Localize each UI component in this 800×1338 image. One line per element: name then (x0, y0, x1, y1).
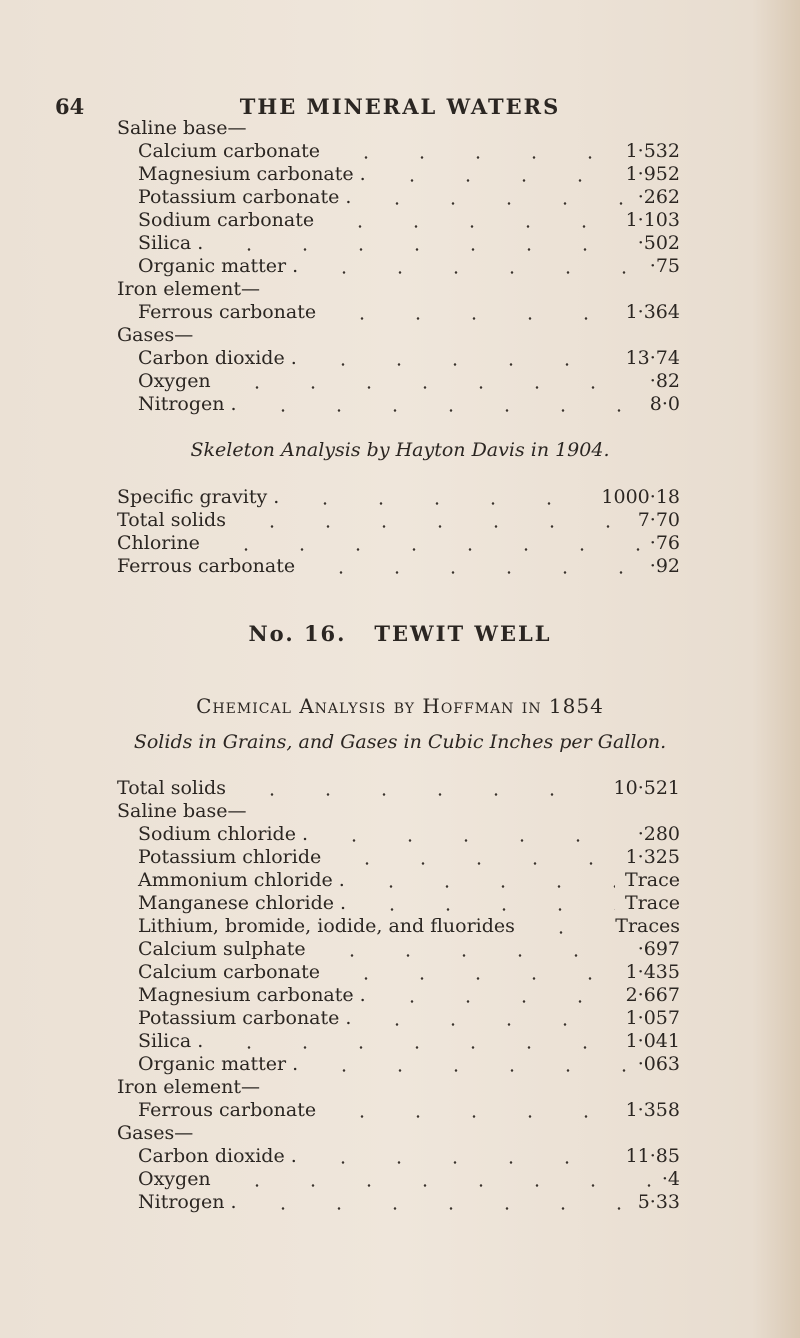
row-label: Sodium carbonate (138, 209, 315, 231)
row-label: Potassium carbonate . (138, 1007, 352, 1029)
table-row (0, 1122, 800, 1145)
row-value: 10·521 (613, 777, 680, 799)
table-row (0, 555, 800, 578)
row-label: Calcium sulphate (138, 938, 306, 960)
row-value: 1·435 (625, 961, 680, 983)
row-label: Specific gravity . (117, 486, 280, 508)
row-label: Oxygen (138, 370, 211, 392)
row-label: Carbon dioxide . (138, 1145, 297, 1167)
well-heading: No. 16. TEWIT WELL (248, 621, 552, 646)
dot-leader (316, 255, 640, 278)
dot-leader (384, 163, 616, 186)
table-row (0, 1168, 800, 1191)
table-row (0, 324, 800, 347)
table-row (0, 961, 800, 984)
row-label: Iron element— (117, 278, 261, 300)
row-label: Carbon dioxide . (138, 347, 297, 369)
skeleton-analysis-heading: Skeleton Analysis by Hayton Davis in 1904. (190, 439, 610, 461)
row-value: 5·33 (637, 1191, 680, 1213)
row-label: Gases— (117, 324, 194, 346)
dot-leader (324, 938, 628, 961)
dot-leader (369, 1007, 616, 1030)
dot-leader (255, 393, 640, 416)
dot-leader (338, 961, 616, 984)
units-heading: Solids in Grains, and Gases in Cubic Inches per Gallon. (133, 731, 667, 753)
dot-leader (363, 869, 615, 892)
dot-leader (313, 555, 640, 578)
row-value: 7·70 (637, 509, 680, 531)
row-value: 2·667 (625, 984, 680, 1006)
table-row (0, 509, 800, 532)
table-row (0, 393, 800, 416)
dot-leader (218, 532, 640, 555)
row-value: 1·057 (625, 1007, 680, 1029)
table-row (0, 984, 800, 1007)
row-label: Saline base— (117, 800, 247, 822)
row-label: Organic matter . (138, 255, 299, 277)
row-label: Iron element— (117, 1076, 261, 1098)
table-row (0, 186, 800, 209)
dot-leader (221, 232, 628, 255)
table-row (0, 1099, 800, 1122)
dot-leader (364, 892, 615, 915)
row-value: 8·0 (649, 393, 680, 415)
row-label: Oxygen (138, 1168, 211, 1190)
table-row (0, 278, 800, 301)
dot-leader (369, 186, 628, 209)
table-row (0, 915, 800, 938)
dot-leader (334, 301, 616, 324)
row-value: 1·532 (625, 140, 680, 162)
dot-leader (315, 1145, 616, 1168)
row-value: 1·364 (625, 301, 680, 323)
dot-leader (332, 209, 616, 232)
row-label: Gases— (117, 1122, 194, 1144)
table-row (0, 1076, 800, 1099)
row-label: Nitrogen . (138, 1191, 237, 1213)
row-label: Ammonium chloride . (138, 869, 345, 891)
row-label: Total solids (117, 777, 226, 799)
row-label: Silica . (138, 1030, 204, 1052)
row-value: 1·358 (625, 1099, 680, 1121)
table-row (0, 823, 800, 846)
row-value: ·697 (637, 938, 680, 960)
dot-leader (244, 777, 604, 800)
dot-leader (334, 1099, 616, 1122)
table-row (0, 1030, 800, 1053)
row-label: Chlorine (117, 532, 200, 554)
row-value: ·280 (637, 823, 680, 845)
row-label: Magnesium carbonate . (138, 984, 366, 1006)
chemical-analysis-heading: Chemical Analysis by Hoffman in 1854 (196, 694, 604, 718)
table-row (0, 255, 800, 278)
row-value: 1·041 (625, 1030, 680, 1052)
row-value: 11·85 (625, 1145, 680, 1167)
table-row (0, 117, 800, 140)
dot-leader (384, 984, 616, 1007)
row-label: Potassium chloride (138, 846, 322, 868)
row-value: ·75 (649, 255, 680, 277)
table-row (0, 209, 800, 232)
row-label: Total solids (117, 509, 226, 531)
dot-leader (339, 846, 616, 869)
row-label: Silica . (138, 232, 204, 254)
row-label: Ferrous carbonate (138, 1099, 317, 1121)
row-label: Manganese chloride . (138, 892, 347, 914)
row-value: ·063 (637, 1053, 680, 1075)
row-label: Magnesium carbonate . (138, 163, 366, 185)
row-label: Organic matter . (138, 1053, 299, 1075)
dot-leader (229, 1168, 652, 1191)
table-row (0, 1191, 800, 1214)
dot-leader (338, 140, 616, 163)
dot-leader (316, 1053, 628, 1076)
row-value: Trace (625, 869, 680, 891)
dot-leader (315, 347, 616, 370)
row-value: ·262 (637, 186, 680, 208)
row-label: Potassium carbonate . (138, 186, 352, 208)
table-row (0, 301, 800, 324)
row-value: ·4 (661, 1168, 680, 1190)
row-value: ·76 (649, 532, 680, 554)
row-label: Calcium carbonate (138, 961, 321, 983)
dot-leader (229, 370, 640, 393)
running-title: THE MINERAL WATERS (239, 94, 561, 119)
row-value: 13·74 (625, 347, 680, 369)
row-label: Nitrogen . (138, 393, 237, 415)
row-value: ·82 (649, 370, 680, 392)
row-label: Sodium chloride . (138, 823, 309, 845)
table-row (0, 777, 800, 800)
dot-leader (297, 486, 591, 509)
row-value: ·92 (649, 555, 680, 577)
table-row (0, 232, 800, 255)
row-value: Trace (625, 892, 680, 914)
table-row (0, 163, 800, 186)
row-value: Traces (615, 915, 680, 937)
table-row (0, 532, 800, 555)
table-row (0, 1145, 800, 1168)
row-value: 1·103 (625, 209, 680, 231)
row-label: Saline base— (117, 117, 247, 139)
table-row (0, 869, 800, 892)
dot-leader (221, 1030, 616, 1053)
table-row (0, 800, 800, 823)
dot-leader (255, 1191, 628, 1214)
row-label: Calcium carbonate (138, 140, 321, 162)
row-value: 1·952 (625, 163, 680, 185)
table-row (0, 1007, 800, 1030)
row-label: Lithium, bromide, iodide, and fluorides (138, 915, 515, 937)
table-row (0, 938, 800, 961)
row-value: 1·325 (625, 846, 680, 868)
table-row (0, 347, 800, 370)
row-value: ·502 (637, 232, 680, 254)
row-label: Ferrous carbonate (117, 555, 296, 577)
row-label: Ferrous carbonate (138, 301, 317, 323)
dot-leader (244, 509, 628, 532)
dot-leader (326, 823, 628, 846)
dot-leader (533, 915, 605, 938)
page-number: 64 (55, 94, 85, 119)
table-row (0, 892, 800, 915)
table-row (0, 140, 800, 163)
table-row (0, 846, 800, 869)
table-row (0, 486, 800, 509)
row-value: 1000·18 (601, 486, 680, 508)
table-row (0, 370, 800, 393)
table-row (0, 1053, 800, 1076)
